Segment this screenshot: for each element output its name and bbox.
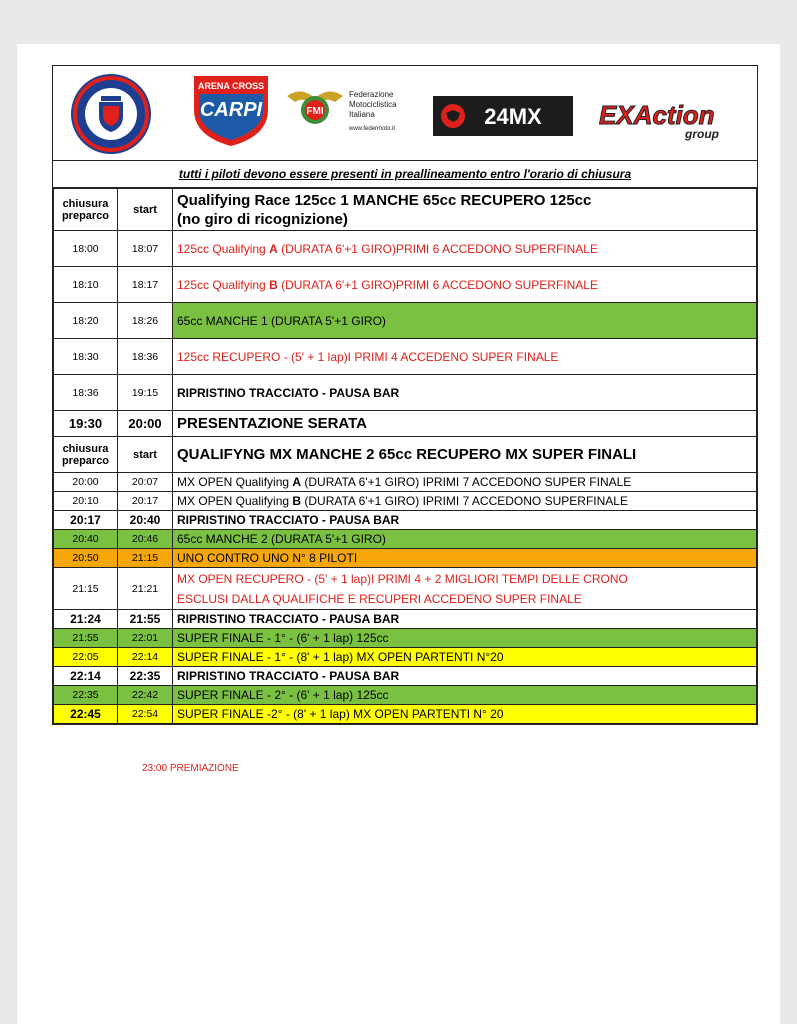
table-header-row bbox=[54, 437, 757, 473]
table-row bbox=[54, 231, 757, 267]
start-time: 20:00 bbox=[118, 411, 173, 437]
race-suffix: (DURATA 6'+1 GIRO)PRIMI 6 ACCEDONO SUPERFINALE bbox=[277, 241, 598, 256]
start-time: 22:14 bbox=[118, 648, 173, 667]
fmi-logo bbox=[285, 78, 415, 148]
table-row bbox=[54, 705, 757, 724]
close-time: 22:35 bbox=[54, 686, 118, 705]
fmi-site: www.federmoto.it bbox=[349, 126, 396, 132]
table-row bbox=[54, 339, 757, 375]
section-title-1-line-2: (no giro di ricognizione) bbox=[177, 210, 348, 228]
start-time: 22:35 bbox=[118, 667, 173, 686]
race-prefix: 125cc Qualifying bbox=[177, 241, 270, 256]
awards-label: PREMIAZIONE bbox=[169, 763, 239, 774]
start-time: 21:21 bbox=[118, 568, 173, 610]
section-title-1-line-1: Qualifying Race 125cc 1 MANCHE 65cc RECUPERO 125cc bbox=[177, 191, 592, 209]
exaction-sub-label: group bbox=[685, 127, 719, 141]
start-time: 22:01 bbox=[118, 629, 173, 648]
start-time: 20:07 bbox=[118, 473, 173, 492]
race-description: UNO CONTRO UNO N° 8 PILOTI bbox=[173, 549, 757, 568]
race-description: SUPER FINALE -2° - (8' + 1 lap) MX OPEN PARTENTI N° 20 bbox=[173, 705, 757, 724]
close-time: 20:17 bbox=[54, 511, 118, 530]
table-row bbox=[54, 267, 757, 303]
exaction-group-logo bbox=[593, 92, 733, 146]
24mx-logo bbox=[433, 96, 573, 136]
close-time: 21:24 bbox=[54, 610, 118, 629]
arena-cross-carpi-logo bbox=[190, 72, 272, 153]
race-description-line-2: ESCLUSI DALLA QUALIFICHE E RECUPERI ACCEDENO SUPER FINALE bbox=[177, 591, 582, 606]
motoclub-logo bbox=[69, 72, 153, 161]
table-row bbox=[54, 411, 757, 437]
exaction-label: EXAction bbox=[599, 100, 715, 130]
start-time: 20:46 bbox=[118, 530, 173, 549]
race-description-line-1: MX OPEN RECUPERO - (5' + 1 lap)I PRIMI 4 + 2 MIGLIORI TEMPI DELLE CRONO bbox=[177, 571, 628, 586]
start-time: 22:54 bbox=[118, 705, 173, 724]
race-description: 65cc MANCHE 1 (DURATA 5'+1 GIRO) bbox=[173, 303, 757, 339]
race-description bbox=[173, 267, 757, 303]
awards-note bbox=[142, 763, 239, 774]
race-description: RIPRISTINO TRACCIATO - PAUSA BAR bbox=[173, 511, 757, 530]
start-time: 18:26 bbox=[118, 303, 173, 339]
table-row bbox=[54, 549, 757, 568]
notice-banner bbox=[53, 161, 757, 188]
start-time: 21:55 bbox=[118, 610, 173, 629]
arena-top-label: ARENA CROSS bbox=[197, 81, 265, 91]
table-header-row bbox=[54, 189, 757, 231]
close-time: 18:36 bbox=[54, 375, 118, 411]
close-time: 21:55 bbox=[54, 629, 118, 648]
start-time: 18:07 bbox=[118, 231, 173, 267]
race-suffix: (DURATA 6'+1 GIRO) IPRIMI 7 ACCEDONO SUPERFINALE bbox=[301, 494, 628, 508]
presentation-title: PRESENTAZIONE SERATA bbox=[173, 411, 757, 437]
table-row bbox=[54, 473, 757, 492]
race-suffix: (DURATA 6'+1 GIRO)PRIMI 6 ACCEDONO SUPERFINALE bbox=[277, 277, 598, 292]
race-description: SUPER FINALE - 2° - (6' + 1 lap) 125cc bbox=[173, 686, 757, 705]
close-time: 20:40 bbox=[54, 530, 118, 549]
fmi-line-2: Motociclistica bbox=[349, 100, 397, 109]
col-header-start: start bbox=[118, 189, 173, 231]
section-title-1 bbox=[173, 189, 757, 231]
logo-strip bbox=[53, 66, 757, 161]
race-description: RIPRISTINO TRACCIATO - PAUSA BAR bbox=[173, 667, 757, 686]
24mx-label: 24MX bbox=[484, 104, 542, 129]
race-group: B bbox=[292, 494, 302, 508]
close-time: 20:00 bbox=[54, 473, 118, 492]
race-group: B bbox=[269, 277, 278, 292]
close-time: 18:30 bbox=[54, 339, 118, 375]
start-time: 18:17 bbox=[118, 267, 173, 303]
close-time: 20:10 bbox=[54, 492, 118, 511]
race-prefix: MX OPEN Qualifying bbox=[177, 494, 293, 508]
start-time: 21:15 bbox=[118, 549, 173, 568]
table-row bbox=[54, 629, 757, 648]
race-description bbox=[173, 231, 757, 267]
race-group: A bbox=[292, 475, 302, 489]
table-row bbox=[54, 375, 757, 411]
start-time: 22:42 bbox=[118, 686, 173, 705]
table-row bbox=[54, 303, 757, 339]
start-time: 19:15 bbox=[118, 375, 173, 411]
schedule-table bbox=[53, 188, 757, 724]
fmi-acronym: FMI bbox=[306, 106, 324, 117]
race-prefix: MX OPEN Qualifying bbox=[177, 475, 293, 489]
race-description: RIPRISTINO TRACCIATO - PAUSA BAR bbox=[173, 610, 757, 629]
table-row bbox=[54, 530, 757, 549]
table-row bbox=[54, 568, 757, 610]
race-description bbox=[173, 492, 757, 511]
section-title-2: QUALIFYNG MX MANCHE 2 65cc RECUPERO MX SUPER FINALI bbox=[173, 437, 757, 473]
race-description: 65cc MANCHE 2 (DURATA 5'+1 GIRO) bbox=[173, 530, 757, 549]
race-suffix: (DURATA 6'+1 GIRO) IPRIMI 7 ACCEDONO SUPER FINALE bbox=[301, 475, 632, 489]
close-time: 21:15 bbox=[54, 568, 118, 610]
close-time: 22:05 bbox=[54, 648, 118, 667]
table-row bbox=[54, 686, 757, 705]
col-header-close: chiusura preparco bbox=[54, 189, 118, 231]
race-group: A bbox=[269, 241, 278, 256]
fmi-line-3: Italiana bbox=[349, 110, 375, 119]
table-row bbox=[54, 667, 757, 686]
close-time: 22:14 bbox=[54, 667, 118, 686]
race-description: SUPER FINALE - 1° - (8' + 1 lap) MX OPEN PARTENTI N°20 bbox=[173, 648, 757, 667]
close-time: 20:50 bbox=[54, 549, 118, 568]
race-description: SUPER FINALE - 1° - (6' + 1 lap) 125cc bbox=[173, 629, 757, 648]
fmi-line-1: Federazione bbox=[349, 90, 394, 99]
col-header-close: chiusura preparco bbox=[54, 437, 118, 473]
schedule-sheet bbox=[52, 65, 758, 725]
table-row bbox=[54, 511, 757, 530]
start-time: 20:40 bbox=[118, 511, 173, 530]
race-description: 125cc RECUPERO - (5' + 1 lap)I PRIMI 4 ACCEDENO SUPER FINALE bbox=[173, 339, 757, 375]
close-time: 18:10 bbox=[54, 267, 118, 303]
race-description: RIPRISTINO TRACCIATO - PAUSA BAR bbox=[173, 375, 757, 411]
close-time: 18:00 bbox=[54, 231, 118, 267]
close-time: 18:20 bbox=[54, 303, 118, 339]
race-prefix: 125cc Qualifying bbox=[177, 277, 270, 292]
close-time: 19:30 bbox=[54, 411, 118, 437]
race-description bbox=[173, 568, 757, 610]
awards-time: 23:00 bbox=[142, 763, 168, 774]
table-row bbox=[54, 610, 757, 629]
table-row bbox=[54, 492, 757, 511]
arena-main-label: CARPI bbox=[199, 99, 263, 121]
notice-text: tutti i piloti devono essere presenti in preallineamento entro l'orario di chiusura bbox=[178, 167, 632, 181]
start-time: 20:17 bbox=[118, 492, 173, 511]
close-time: 22:45 bbox=[54, 705, 118, 724]
start-time: 18:36 bbox=[118, 339, 173, 375]
race-description bbox=[173, 473, 757, 492]
col-header-start: start bbox=[118, 437, 173, 473]
table-row bbox=[54, 648, 757, 667]
